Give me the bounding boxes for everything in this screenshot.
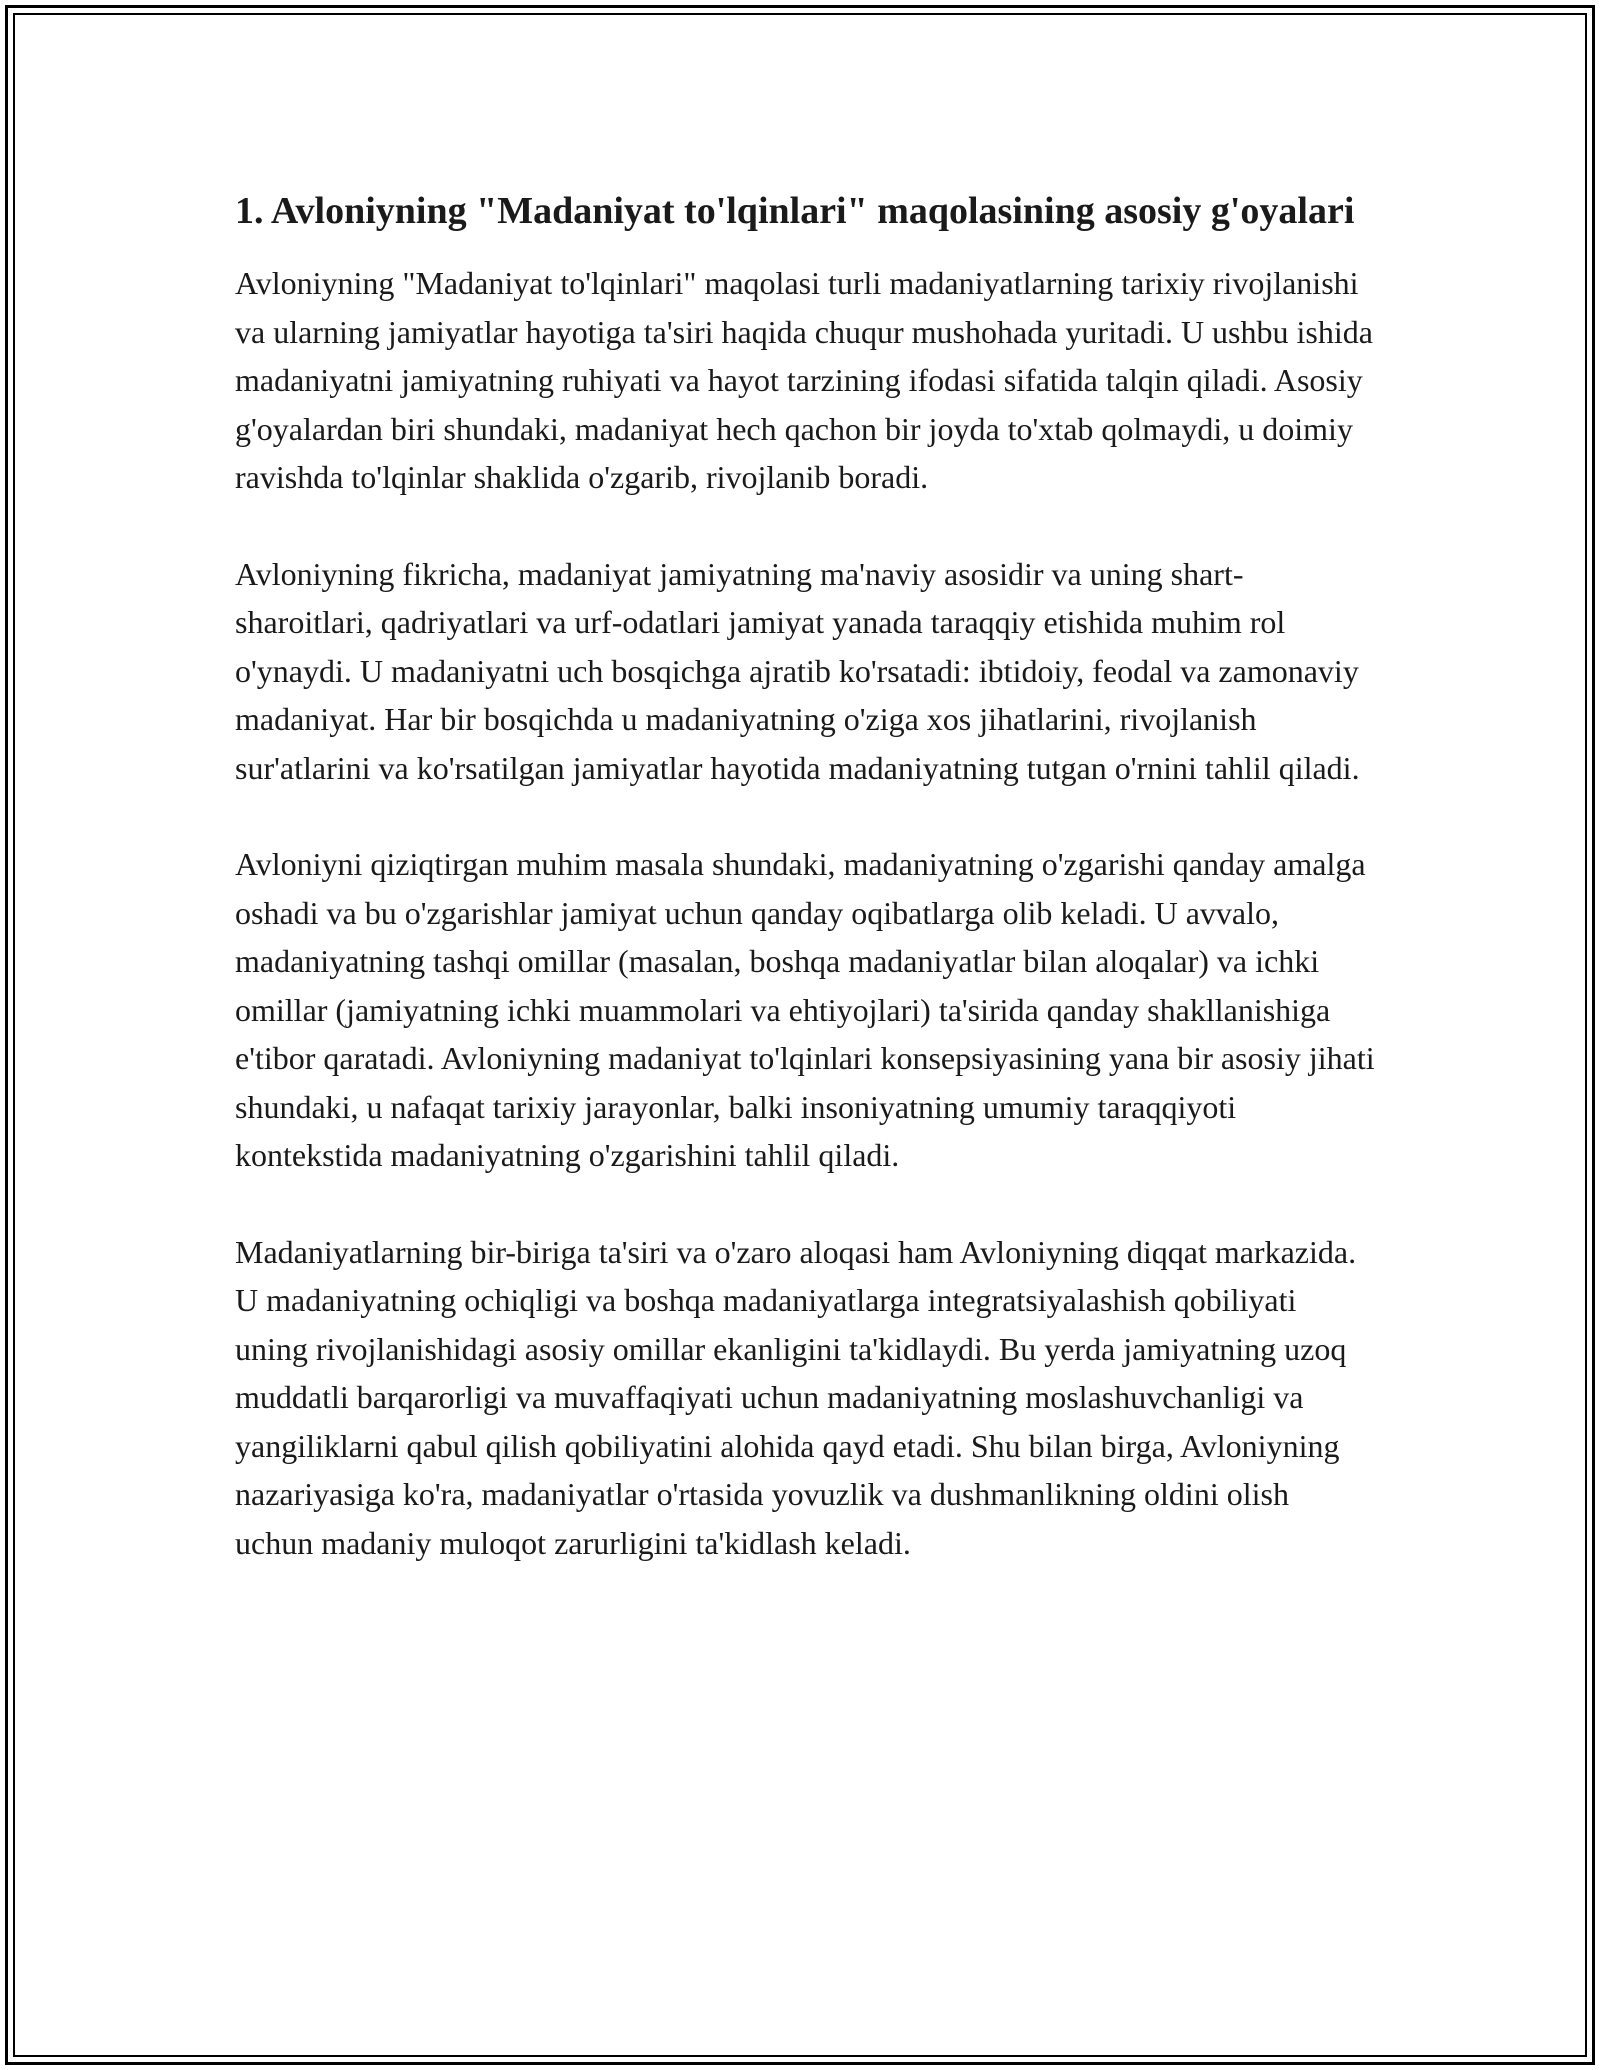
paragraph-1: Avloniyning "Madaniyat to'lqinlari" maqolasi turli madaniyatlarning tarixiy rivojlanishi va ularning jamiyatlar hayotiga ta'siri haqida chuqur mushohada yuritadi. U ushbu ishida madaniyatni jamiyatning ruhiyati va hayot tarzining ifodasi sifatida talqin qiladi. Asosiy g'oyalardan biri shundaki, madaniyat hech qachon bir joyda to'xtab qolmaydi, u doimiy ravishda to'lqinlar shaklida o'zgarib, rivojlanib boradi. [235, 265, 1373, 495]
paragraph-4: Madaniyatlarning bir-biriga ta'siri va o'zaro aloqasi ham Avloniyning diqqat markazida. U madaniyatning ochiqligi va boshqa madaniyatlarga integratsiyalashish qobiliyati uning rivojlanishidagi asosiy omillar ekanligini ta'kidlaydi. Bu yerda jamiyatning uzoq muddatli barqarorligi va muvaffaqiyati uchun madaniyatning moslashuvchanligi va yangiliklarni qabul qilish qobiliyatini alohida qayd etadi. Shu bilan birga, Avloniyning nazariyasiga ko'ra, madaniyatlar o'rtasida yovuzlik va dushmanlikning oldini olish uchun madaniy muloqot zarurligini ta'kidlash keladi. [235, 1233, 1357, 1561]
section-heading: 1. Avloniyning "Madaniyat to'lqinlari" maqolasining asosiy g'oyalari [235, 190, 1355, 232]
document-body [235, 185, 1375, 1615]
paragraph-2: Avloniyning fikricha, madaniyat jamiyatning ma'naviy asosidir va uning shart-sharoitlari, qadriyatlari va urf-odatlari jamiyat yanada taraqqiy etishida muhim rol o'ynaydi. U madaniyatni uch bosqichga ajratib ko'rsatadi: ibtidoiy, feodal va zamonaviy madaniyat. Har bir bosqichda u madaniyatning o'ziga xos jihatlarini, rivojlanish sur'atlarini va ko'rsatilgan jamiyatlar hayotida madaniyatning tutgan o'rnini tahlil qiladi. [235, 555, 1360, 786]
paragraph-3: Avloniyni qiziqtirgan muhim masala shundaki, madaniyatning o'zgarishi qanday amalga oshadi va bu o'zgarishlar jamiyat uchun qanday oqibatlarga olib keladi. U avvalo, madaniyatning tashqi omillar (masalan, boshqa madaniyatlar bilan aloqalar) va ichki omillar (jamiyatning ichki muammolari va ehtiyojlari) ta'sirida qanday shakllanishiga e'tibor qaratadi. Avloniyning madaniyat to'lqinlari konsepsiyasining yana bir asosiy jihati shundaki, u nafaqat tarixiy jarayonlar, balki insoniyatning umumiy taraqqiyoti kontekstida madaniyatning o'zgarishini tahlil qiladi. [235, 846, 1375, 1173]
